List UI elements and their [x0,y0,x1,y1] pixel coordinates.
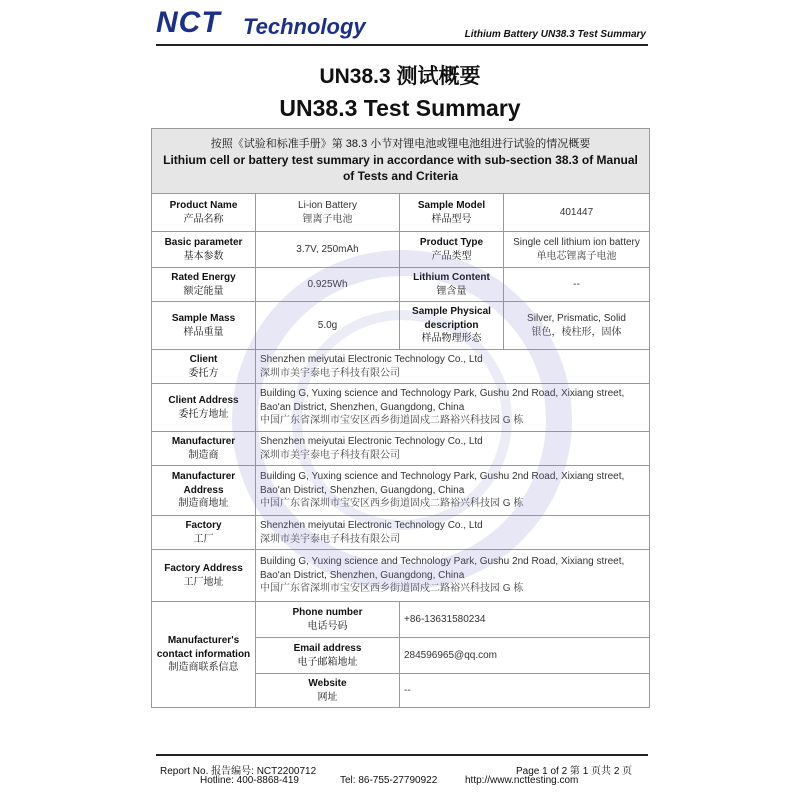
rated-energy-label: Rated Energy 额定能量 [152,268,256,302]
header-divider [156,44,648,46]
factory-address-value: Building G, Yuxing science and Technology Park, Gushu 2nd Road, Xixiang street, Bao'an District, Shenzhen, Guangdong, China 中国广东省深圳市宝安区西乡街道固戍二路裕兴科技园 G 栋 [256,550,650,602]
factory-label: Factory 工厂 [152,516,256,550]
client-value: Shenzhen meiyutai Electronic Technology Co., Ltd 深圳市美宇泰电子科技有限公司 [256,350,650,384]
report-number: Report No. 报告编号: NCT2200712 [160,766,317,777]
page-title-cn: UN38.3 测试概要 [319,65,481,88]
table-row [152,550,650,602]
manufacturer-label: Manufacturer 制造商 [152,432,256,466]
website-value: -- [400,674,650,708]
company-logo: NCT [156,6,221,39]
telephone: Tel: 86-755-27790922 [340,775,438,786]
manufacturer-address-label: Manufacturer Address 制造商地址 [152,466,256,516]
document-type-label: Lithium Battery UN38.3 Test Summary [464,29,646,40]
manufacturer-value: Shenzhen meiyutai Electronic Technology Co., Ltd 深圳市美宇泰电子科技有限公司 [256,432,650,466]
sample-model-label: Sample Model 样品型号 [400,194,504,232]
manufacturer-address-value: Building G, Yuxing science and Technology Park, Gushu 2nd Road, Xixiang street, Bao'an District, Shenzhen, Guangdong, China 中国广东省深圳市宝安区西乡街道固戍二路裕兴科技园 G 栋 [256,466,650,516]
table-row [152,350,650,384]
table-row [152,194,650,232]
sample-mass-label: Sample Mass 样品重量 [152,302,256,350]
factory-address-label: Factory Address 工厂地址 [152,550,256,602]
table-row [152,602,650,638]
hotline: Hotline: 400-8868-419 [200,775,299,786]
product-type-label: Product Type 产品类型 [400,232,504,268]
intro-cn: 按照《试验和标准手册》第 38.3 小节对锂电池或锂电池组进行试验的情况概要 [210,138,591,151]
product-name-value: Li-ion Battery 锂离子电池 [256,194,400,232]
lithium-content-value: -- [504,268,650,302]
table-row [152,466,650,516]
client-label: Client 委托方 [152,350,256,384]
factory-value: Shenzhen meiyutai Electronic Technology Co., Ltd 深圳市美宇泰电子科技有限公司 [256,516,650,550]
client-address-value: Building G, Yuxing science and Technology Park, Gushu 2nd Road, Xixiang street, Bao'an District, Shenzhen, Guangdong, China 中国广东省深圳市宝安区西乡街道固戍二路裕兴科技园 G 栋 [256,384,650,432]
table-row [152,268,650,302]
basic-parameter-label: Basic parameter 基本参数 [152,232,256,268]
sample-mass-value: 5.0g [256,302,400,350]
product-name-label: Product Name 产品名称 [152,194,256,232]
sample-model-value: 401447 [504,194,650,232]
table-row [152,432,650,466]
footer-divider [156,754,648,756]
sample-description-value: Silver, Prismatic, Solid 银色，棱柱形，固体 [504,302,650,350]
email-address-value: 284596965@qq.com [400,638,650,674]
page-title-en: UN38.3 Test Summary [279,95,521,121]
email-address-label: Email address 电子邮箱地址 [256,638,400,674]
client-address-label: Client Address 委托方地址 [152,384,256,432]
website-label: Website 网址 [256,674,400,708]
table-row [152,516,650,550]
table-row [152,232,650,268]
table-row [152,302,650,350]
lithium-content-label: Lithium Content 锂含量 [400,268,504,302]
sample-description-label: Sample Physical description 样品物理形态 [400,302,504,350]
company-logo-subtitle: Technology [243,14,366,39]
basic-parameter-value: 3.7V, 250mAh [256,232,400,268]
phone-number-value: +86-13631580234 [400,602,650,638]
product-type-value: Single cell lithium ion battery 单电芯锂离子电池 [504,232,650,268]
page-indicator: Page 1 of 2 第 1 页共 2 页 [516,766,633,777]
intro-row [152,129,650,194]
phone-number-label: Phone number 电话号码 [256,602,400,638]
website-url: http://www.ncttesting.com [465,775,579,786]
summary-table [151,128,650,708]
table-row [152,384,650,432]
intro-en: Lithium cell or battery test summary in accordance with sub-section 38.3 of Manual of Tests and Criteria [163,153,638,184]
contact-info-label: Manufacturer's contact information 制造商联系信息 [152,602,256,708]
rated-energy-value: 0.925Wh [256,268,400,302]
